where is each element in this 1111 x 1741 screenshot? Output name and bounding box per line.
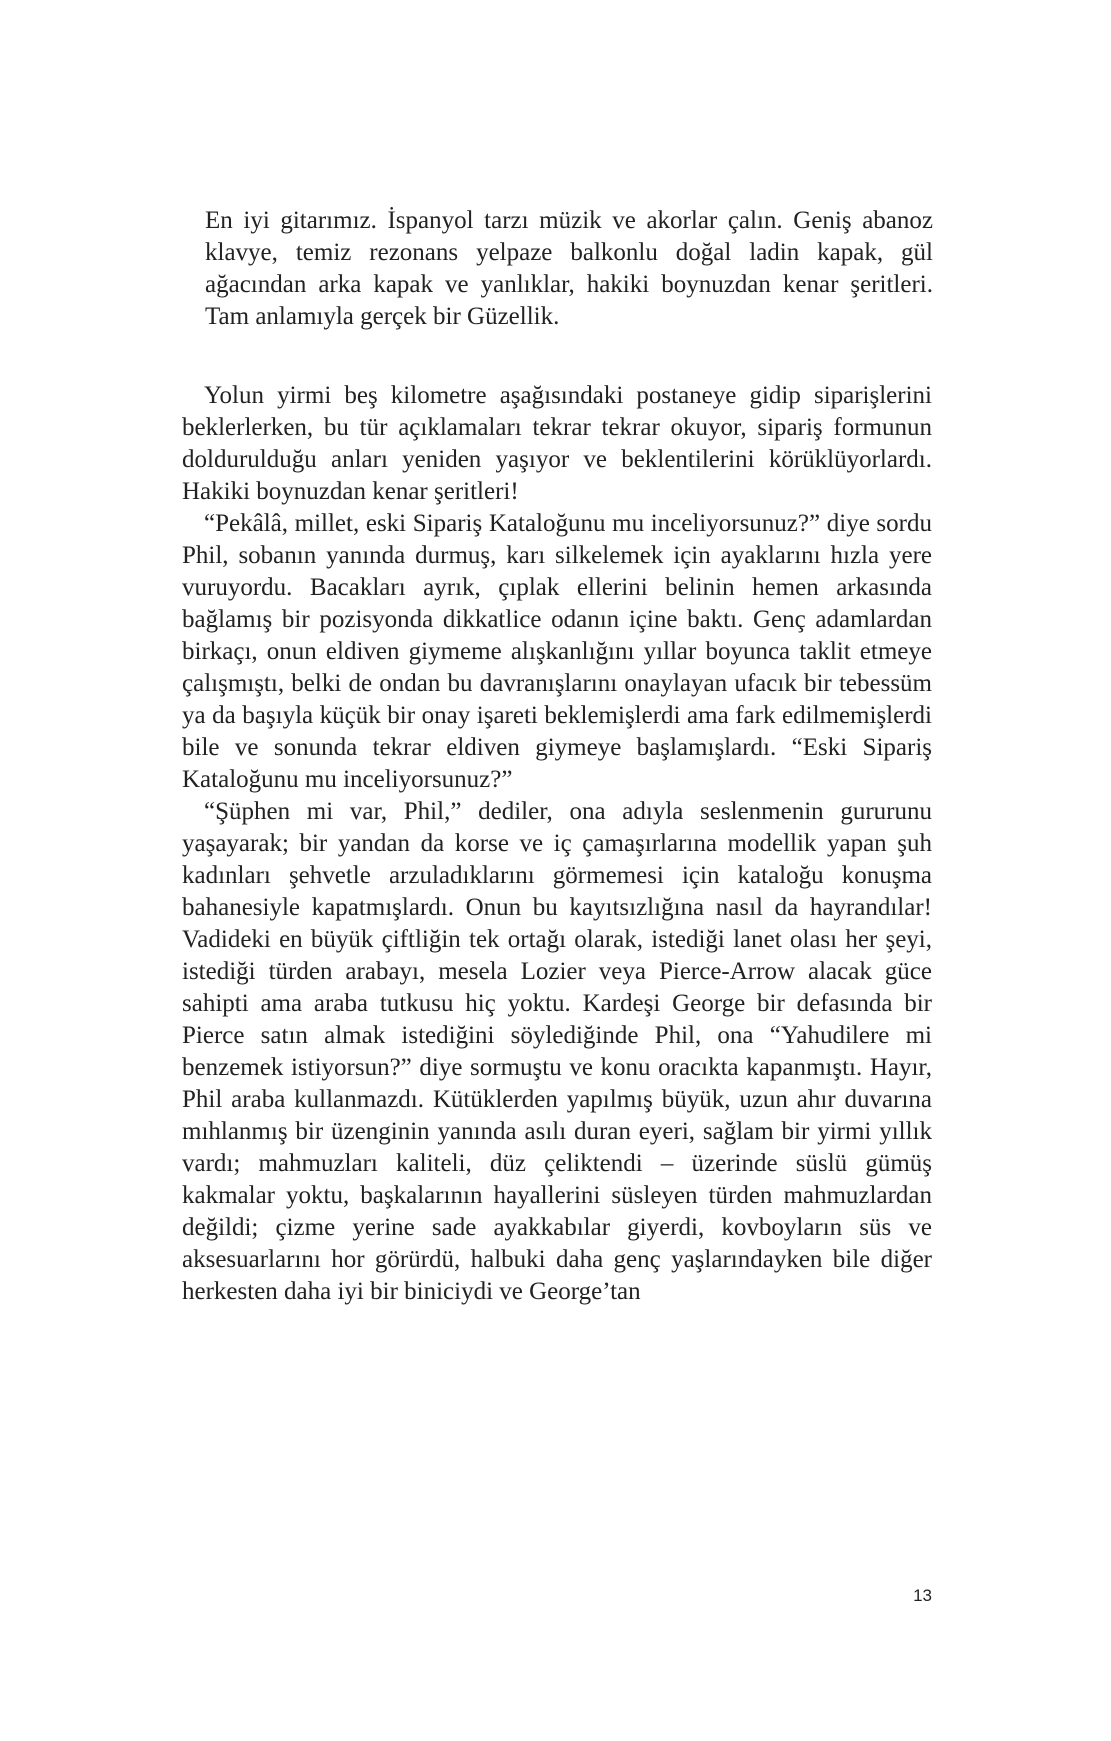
paragraph: “Pekâlâ, millet, eski Sipariş Kataloğunu mu inceliyorsunuz?” diye sordu Phil, sobanın yanında durmuş, karı silkelemek için ayaklarını hızla yere vuruyordu. Bacakları ayrık, çıplak ellerini belinin hemen arkasında bağlamış bir pozisyonda dikkatlice odanın içine baktı. Genç adamlardan birkaçı, onun eldiven giymeme alışkanlığını yıllar boyunca taklit etmeye çalışmıştı, belki de ondan bu davranışlarını onaylayan ufacık bir tebessüm ya da başıyla küçük bir onay işareti beklemişlerdi ama fark edilmemişlerdi bile ve sonunda tekrar eldiven giymeye başlamışlardı. “Eski Sipariş Kataloğunu mu inceliyorsunuz?” [182,510,932,793]
paragraph: “Şüphen mi var, Phil,” dediler, ona adıyla seslenmenin gururunu yaşayarak; bir yandan da korse ve iç çamaşırlarına modellik yapan şuh kadınları şehvetle arzuladıklarını görmemesi için kataloğu konuşma bahanesiyle kapatmışlardı. Onun bu kayıtsızlığına nasıl da hayrandılar! Vadideki en büyük çiftliğin tek ortağı olarak, istediği lanet olası her şeyi, istediği türden arabayı, mesela Lozier veya Pierce-Arrow alacak güce sahipti ama araba tutkusu hiç yoktu. Kardeşi George bir defasında bir Pierce satın almak istediğini söylediğinde Phil, ona “Yahudilere mi benzemek istiyorsun?” diye sormuştu ve konu oracıkta kapanmıştı. Hayır, Phil araba kullanmazdı. Kütüklerden yapılmış büyük, uzun ahır duvarına mıhlanmış bir üzenginin yanında asılı duran eyeri, sağlam bir yirmi yıllık vardı; mahmuzları kaliteli, düz çeliktendi – üzerinde süslü gümüş kakmalar yoktu, başkalarının hayallerini süsleyen türden mahmuzlardan değildi; çizme yerine sade ayakkabılar giyerdi, kovboyların süs ve aksesuarlarını hor görürdü, halbuki daha genç yaşlarındayken bile diğer herkesten daha iyi bir biniciydi ve George’tan [182,798,932,1305]
paragraph: Yolun yirmi beş kilometre aşağısındaki postaneye gidip siparişlerini beklerlerken, bu tür açıklamaları tekrar tekrar okuyor, sipariş formunun doldurulduğu anları yeniden yaşıyor ve beklentilerini körüklüyorlardı. Hakiki boynuzdan kenar şeritleri! [182,382,932,505]
catalog-quote-text: En iyi gitarımız. İspanyol tarzı müzik ve akorlar çalın. Geniş abanoz klavye, temiz rezonans yelpaze balkonlu doğal ladin kapak, gül ağacından arka kapak ve yanlıklar, hakiki boynuzdan kenar şeritleri. Tam anlamıyla gerçek bir Güzellik. [205,207,933,330]
page-number: 13 [913,1586,932,1605]
body-text [182,380,932,1308]
catalog-quote [205,205,933,333]
